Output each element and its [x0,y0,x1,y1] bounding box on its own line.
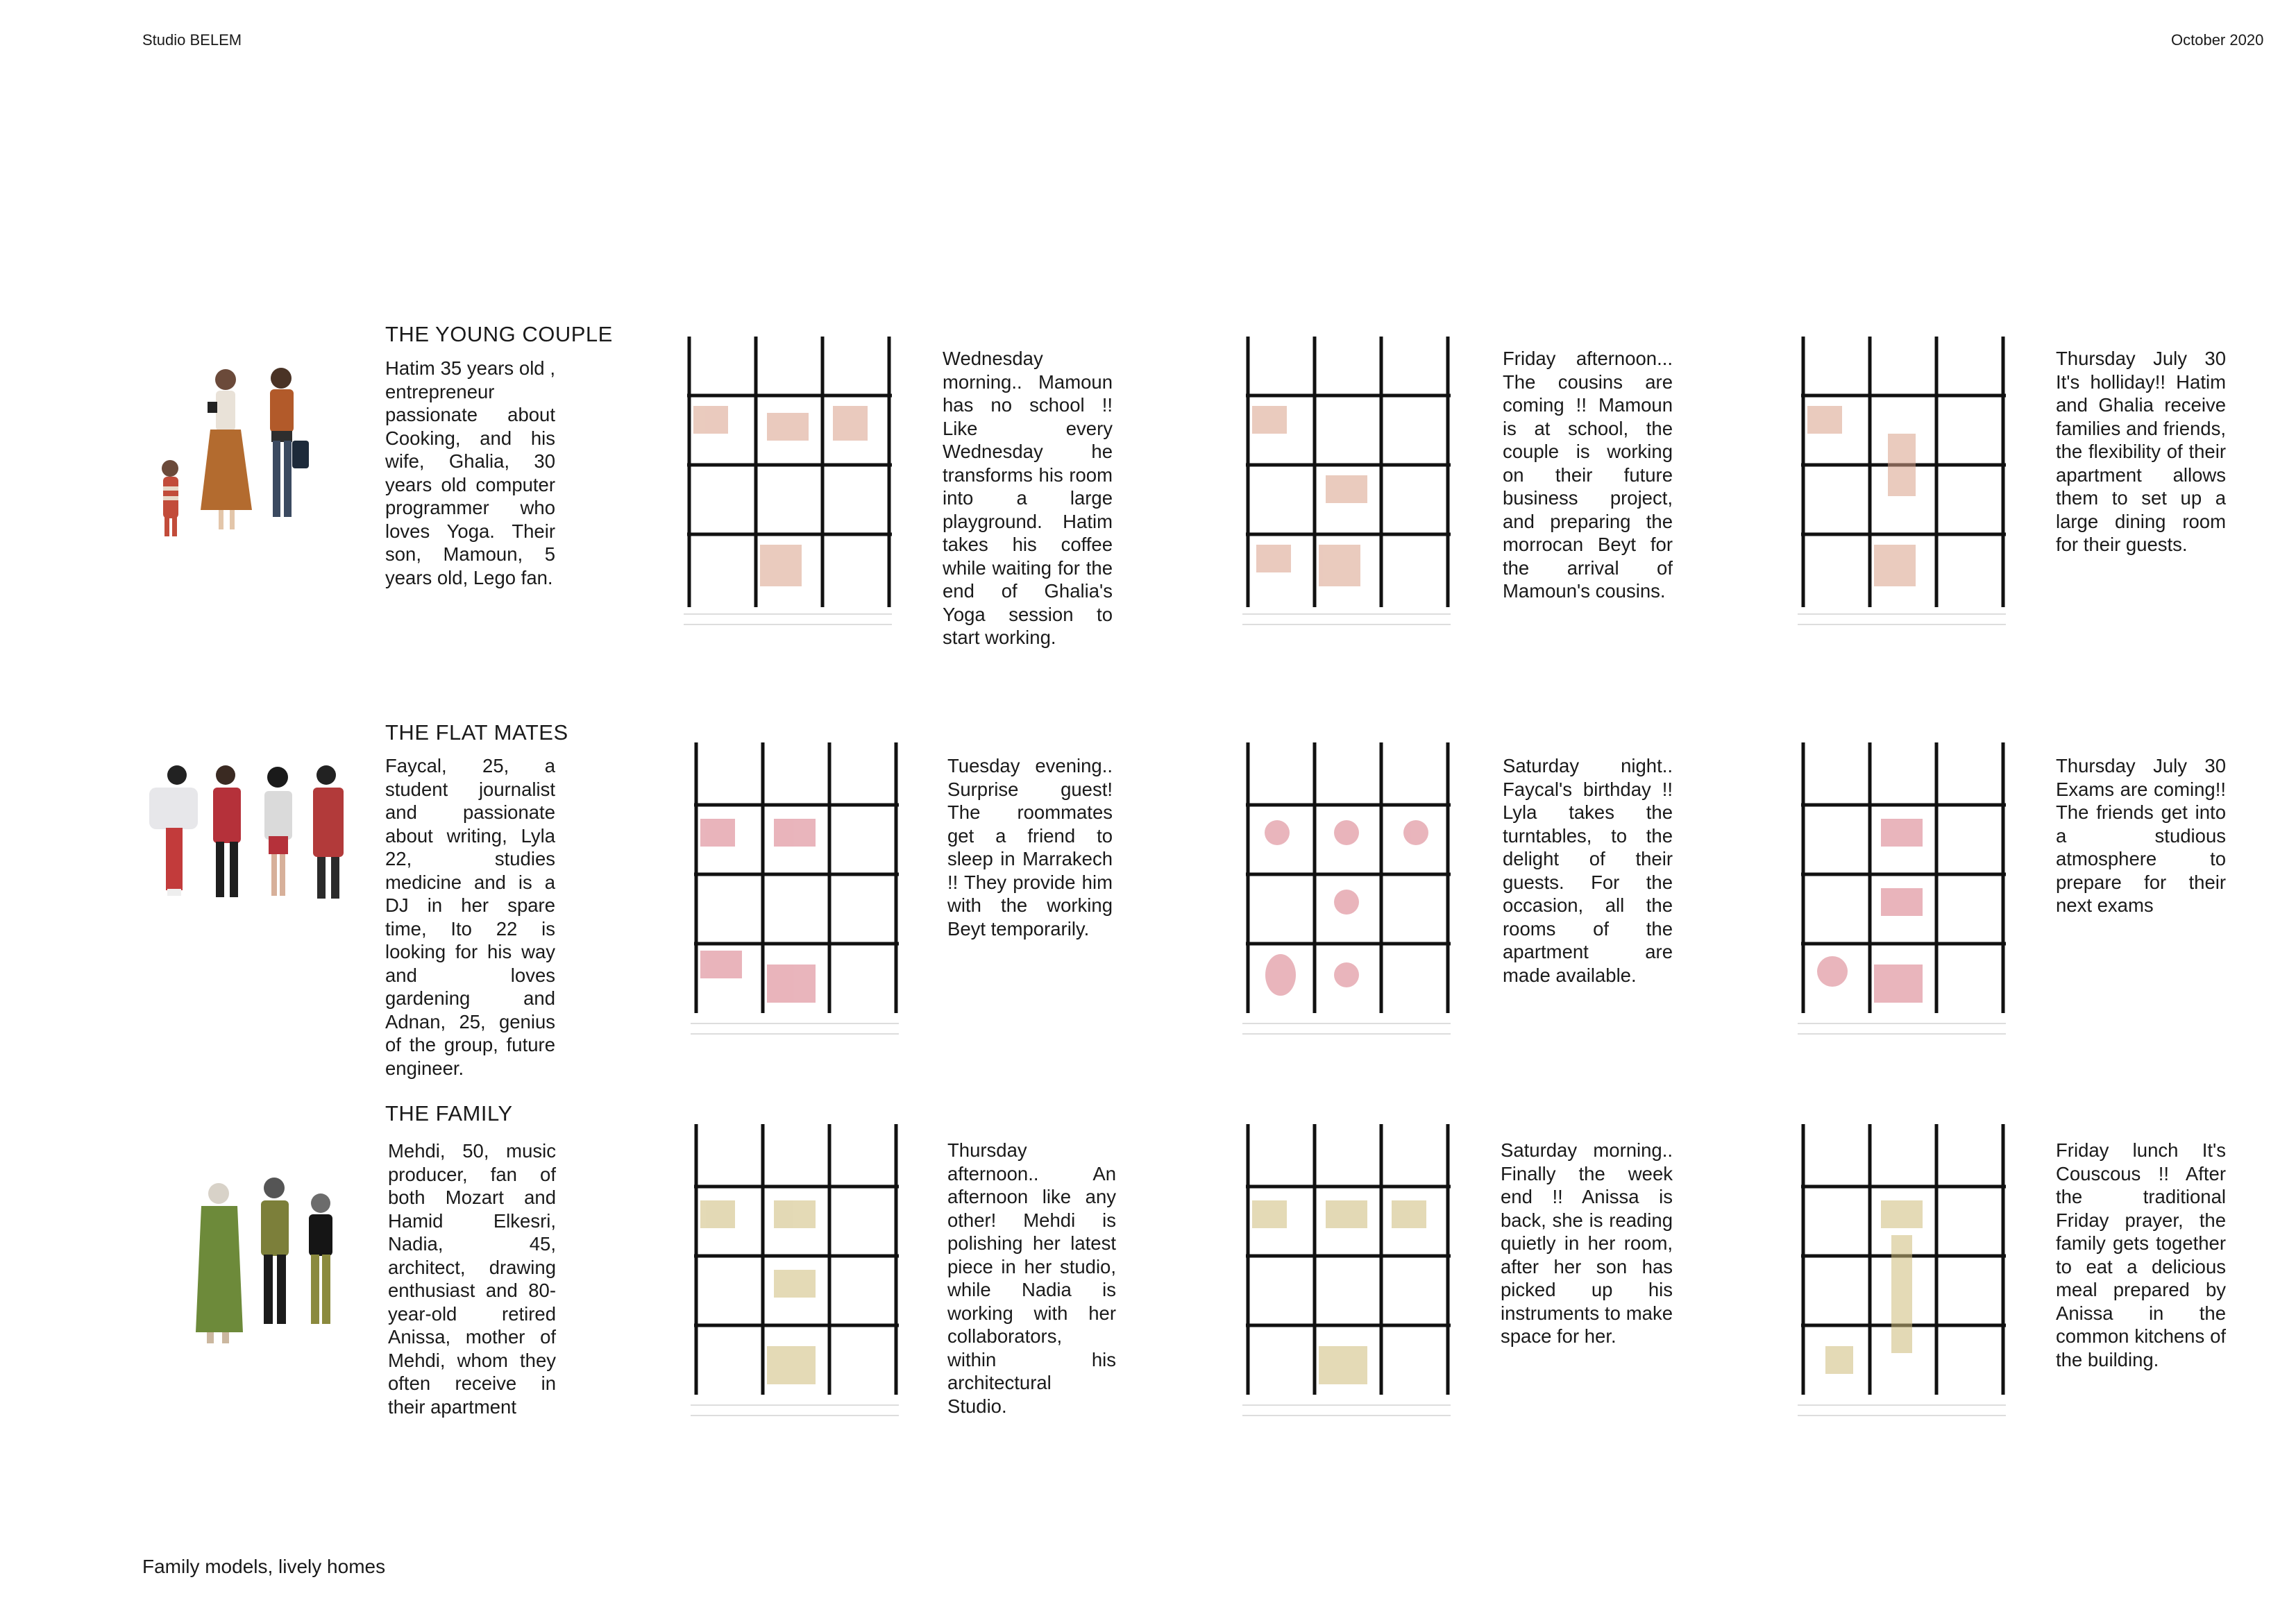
group-description: Faycal, 25, a student journalist and passionate about writing, Lyla 22, studies medicine and is a DJ in her spare time, Ito 22 is looking for his way and loves gardening and Adnan, 25, genius of the group, future engineer. [385,755,561,1079]
scenario-text: Wednesday morning.. Mamoun has no school !! Like every Wednesday he transforms his room into a large playground. Hatim takes his coffee while waiting for the end of Ghalia's Yoga session to start working. [943,348,1113,648]
floor-plan-family-friday [1798,1117,2013,1429]
floor-plan-family-thursday [691,1117,906,1429]
floor-plan-family-saturday [1242,1117,1458,1429]
document-date: October 2020 [2171,31,2264,49]
four-flatmates-illustration [108,760,371,933]
couple-with-child-illustration [149,357,344,545]
floor-plan-flatmates-tuesday [691,736,906,1048]
scenario-text: Friday afternoon... The cousins are coming !! Mamoun is at school, the couple is working on their future business project, and preparing the morrocan Beyt for the arrival of Mamoun's cousins. [1503,348,1673,602]
scenario-text: Friday lunch It's Couscous !! After the traditional Friday prayer, the family gets together to eat a delicious meal prepared by Anissa in the common kitchens of the building. [2056,1139,2226,1370]
scenario-text: Tuesday evening.. Surprise guest! The roommates get a friend to sleep in Marrakech !! They provide him with the working Beyt temporarily. [947,755,1113,940]
scenario-text: Saturday morning.. Finally the week end !! Anissa is back, she is reading quietly in her room, after her son has picked up his instruments to make space for her. [1501,1139,1673,1347]
scenario-text: Thursday afternoon.. An afternoon like any other! Mehdi is polishing her latest piece in her studio, while Nadia is working with her collaborators, within his architectural Studio. [947,1139,1116,1417]
floor-plan-flatmates-saturday [1242,736,1458,1048]
group-description: Mehdi, 50, music producer, fan of both Mozart and Hamid Elkesri, Nadia, 45, architect, drawing enthusiast and 80-year-old retired Anissa, mother of Mehdi, whom they often receive in their apartment [388,1140,562,1418]
floor-plan-flatmates-thursday [1798,736,2013,1048]
group-title: THE FLAT MATES [385,720,568,745]
floor-plan-couple-friday [1242,330,1458,635]
group-title: THE FAMILY [385,1101,513,1125]
scenario-text: Saturday night.. Faycal's birthday !! Lyla takes the turntables, to the delight of their guests. For the occasion, all the rooms of the apartment are made available. [1503,755,1673,986]
scenario-text: Thursday July 30 Exams are coming!! The friends get into a studious atmosphere to prepare for their next exams [2056,755,2226,916]
group-description: Hatim 35 years old , entrepreneur passionate about Cooking, and his wife, Ghalia, 30 years old computer programmer who loves Yoga. Their son, Mamoun, 5 years old, Lego fan. [385,357,561,588]
page-caption: Family models, lively homes [142,1556,386,1577]
floor-plan-couple-thursday [1798,330,2013,635]
studio-name: Studio BELEM [142,31,242,49]
scenario-text: Thursday July 30 It's holliday!! Hatim and Ghalia receive families and friends, the flexibility of their apartment allows them to set up a large dining room for their guests. [2056,348,2226,555]
three-generation-family-illustration [187,1173,347,1360]
group-title: THE YOUNG COUPLE [385,322,613,346]
floor-plan-couple-wednesday [684,330,899,635]
